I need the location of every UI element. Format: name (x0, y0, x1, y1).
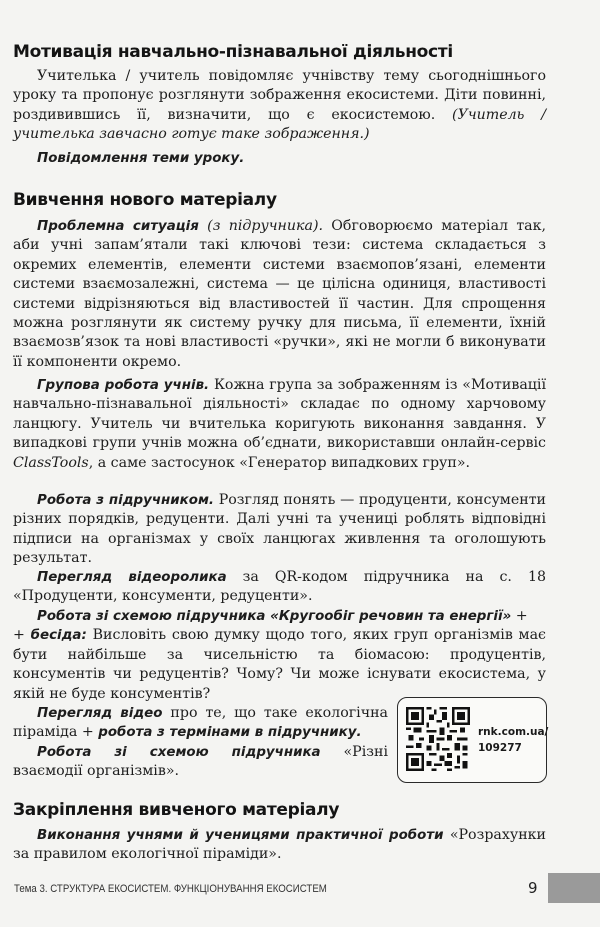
qr-code-icon[interactable] (406, 707, 470, 771)
motivation-paragraph-2 (13, 149, 546, 168)
scheme-cycle-label: Робота зі схемою підручника «Кругообіг речовин та енергії» (37, 609, 512, 624)
page-edge-tab (548, 873, 600, 903)
plus-sign: + (81, 724, 94, 741)
motivation-paragraph-1 (13, 67, 546, 145)
lesson-topic-announcement: Повідомлення теми уроку. (37, 151, 245, 166)
pyramid-video-text: про те, що таке екологічна піраміда (13, 705, 389, 741)
study-paragraph-problem (13, 217, 546, 372)
running-footer: Тема 3. СТРУКТУРА ЕКОСИСТЕМ. ФУНКЦІОНУВАННЯ ЕКОСИСТЕМ (14, 883, 327, 895)
practical-work-text: «Розрахунки за правилом екологічної піраміди». (13, 827, 546, 863)
scheme-interactions-text: «Різні взаємодії організмів». (13, 744, 388, 780)
classtools-name: ClassTools (13, 454, 89, 471)
section-heading-consolidation: Закріплення вивченого матеріалу (13, 800, 340, 820)
section-heading-study: Вивчення нового матеріалу (13, 190, 277, 210)
plus-sign: + (13, 627, 25, 644)
qr-link-line-1[interactable]: rnk.com.ua/ (478, 726, 549, 738)
terms-work-label: робота з термінами в підручнику. (98, 725, 362, 741)
study-paragraph-scheme-cycle (13, 607, 546, 704)
group-work-text-end: , а саме застосунок «Генератор випадкових груп». (88, 454, 471, 471)
discussion-text: Висловіть свою думку щодо того, яких груп організмів має бути найбільше за чисельністю та біомасою: продуцентів, консументів чи редуцентів? Чому? Чи може існувати екосистема, у якій не буде консументів? (13, 627, 546, 702)
study-paragraph-group-work (13, 376, 546, 473)
group-work-text: Кожна група за зображенням із «Мотивації навчально-пізнавальної діяльності» складає по одному харчовому ланцюгу. Учитель чи вчителька коригують виконання завдання. У випадкові групи учнів можна об’єднати, використавши онлайн-сервіс (13, 377, 546, 452)
study-paragraph-textbook (13, 491, 546, 569)
page-number: 9 (528, 879, 538, 897)
problem-situation-label: Проблемна ситуація (37, 219, 199, 234)
study-paragraph-pyramid (13, 704, 388, 743)
problem-situation-note: (з підручника). (207, 218, 323, 234)
video-review-text: за QR-кодом підручника на с. 18 «Продуценти, консументи, редуценти». (13, 569, 546, 605)
qr-link-text[interactable] (478, 724, 548, 756)
video-review-label: Перегляд відеоролика (37, 570, 227, 585)
discussion-label: бесіда: (30, 628, 87, 644)
pyramid-video-label: Перегляд відео (37, 706, 163, 721)
study-paragraph-video (13, 568, 546, 607)
plus-sign: + (515, 608, 528, 624)
consolidation-paragraph (13, 826, 546, 865)
qr-link-line-2[interactable]: 109277 (478, 742, 522, 754)
textbook-work-text: Розгляд понять — продуценти, консументи різних порядків, редуценти. Далі учні та учениці роблять відповідні підписи на організмах у своїх ланцюгах живлення та оголошують результат. (13, 492, 546, 567)
section-heading-motivation: Мотивація навчально-пізнавальної діяльності (13, 42, 453, 62)
practical-work-label: Виконання учнями й ученицями практичної роботи (37, 828, 444, 843)
study-paragraph-interactions (13, 743, 388, 782)
textbook-work-label: Робота з підручником. (37, 493, 214, 508)
group-work-label: Групова робота учнів. (37, 378, 210, 393)
qr-code-box[interactable] (397, 697, 547, 783)
motivation-text: Учителька / учитель повідомляє учнівству тему сьогоднішнього уроку та пропонує розглянути зображення екосистеми. Діти повинні, роздивившись її, визначити, що є екосистемою. (13, 68, 546, 123)
problem-situation-text: Обговорюємо матеріал так, аби учні запам’ятали такі ключові тези: система складається з окремих елементів, елементи системи взаємопов’язані, елементи системи взаємозалежні, система — це цілісна одиниця, властивості системи відрізняються від властивостей її частин. Для спрощення можна розглянути як систему ручку для письма, її елементи, їхній взаємозв’язок та нові властивості «ручки», які не могли б виконувати її компоненти окремо. (13, 218, 547, 370)
scheme-interactions-label: Робота зі схемою підручника (37, 745, 321, 760)
motivation-note: (Учитель / учителька завчасно готує таке зображення.) (13, 106, 546, 143)
